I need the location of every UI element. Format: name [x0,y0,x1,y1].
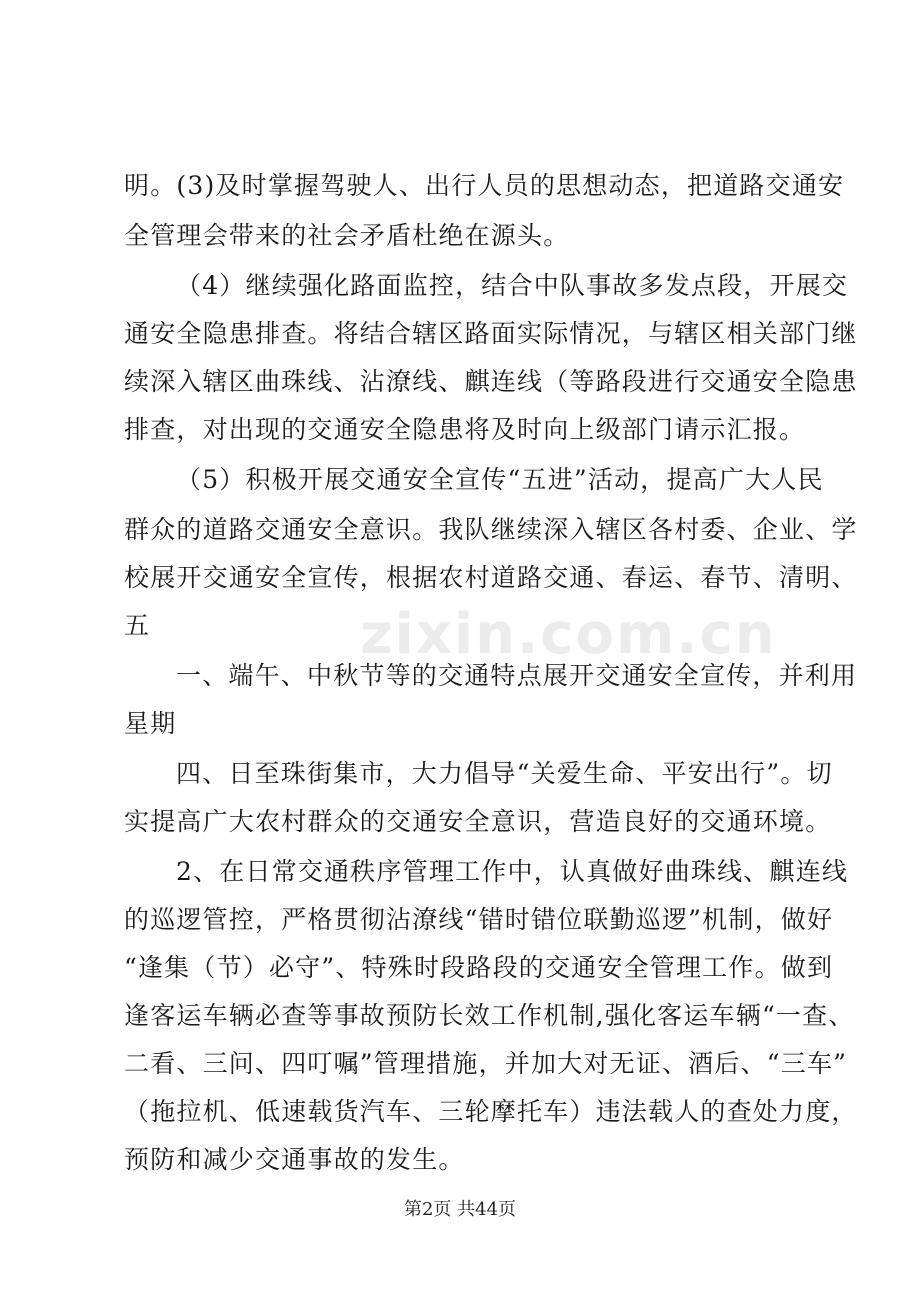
text-line: 续深入辖区曲珠线、沾潦线、麒连线（等路段进行交通安全隐患 [124,367,858,396]
page-number-footer: 第2页 共44页 [403,1199,517,1220]
text-line: 通安全隐患排查。将结合辖区路面实际情况，与辖区相关部门继 [124,319,858,348]
text-line: 校展开交通安全宣传，根据农村道路交通、春运、春节、清明、 [124,563,858,592]
text-line: 五 [124,611,151,640]
text-line: （5）积极开展交通安全宣传“五进”活动，提高广大人民 [176,465,824,494]
text-line: 排查，对出现的交通安全隐患将及时向上级部门请示汇报。 [124,415,806,444]
text-line: 预防和减少交通事故的发生。 [124,1145,465,1174]
text-line: 2、在日常交通秩序管理工作中，认真做好曲珠线、麒连线 [176,857,849,886]
text-line: （拖拉机、低速载货汽车、三轮摩托车）违法载人的查处力度， [124,1097,858,1126]
text-line: 四、日至珠街集市，大力倡导“关爱生命、平安出行”。切 [176,759,833,788]
text-line: 明。(3)及时掌握驾驶人、出行人员的思想动态，把道路交通安 [124,171,845,200]
text-line: 二看、三问、四叮嘱”管理措施，并加大对无证、酒后、“三车” [124,1049,848,1078]
text-line: （4）继续强化路面监控，结合中队事故多发点段，开展交 [176,271,849,300]
text-line: 星期 [124,709,177,738]
text-line: 的巡逻管控，严格贯彻沾潦线“错时错位联勤巡逻”机制，做好 [124,905,834,934]
text-line: “逢集（节）必守”、特殊时段路段的交通安全管理工作。做到 [124,953,834,982]
text-line: 一、端午、中秋节等的交通特点展开交通安全宣传，并利用 [176,661,858,690]
text-line: 全管理会带来的社会矛盾杜绝在源头。 [124,221,570,250]
watermark: zixin.com.cn [360,602,777,667]
text-line: 实提高广大农村群众的交通安全意识，营造良好的交通环境。 [124,807,832,836]
text-line: 逢客运车辆必查等事故预防长效工作机制,强化客运车辆“一查、 [124,1001,855,1030]
text-line: 群众的道路交通安全意识。我队继续深入辖区各村委、企业、学 [124,515,858,544]
